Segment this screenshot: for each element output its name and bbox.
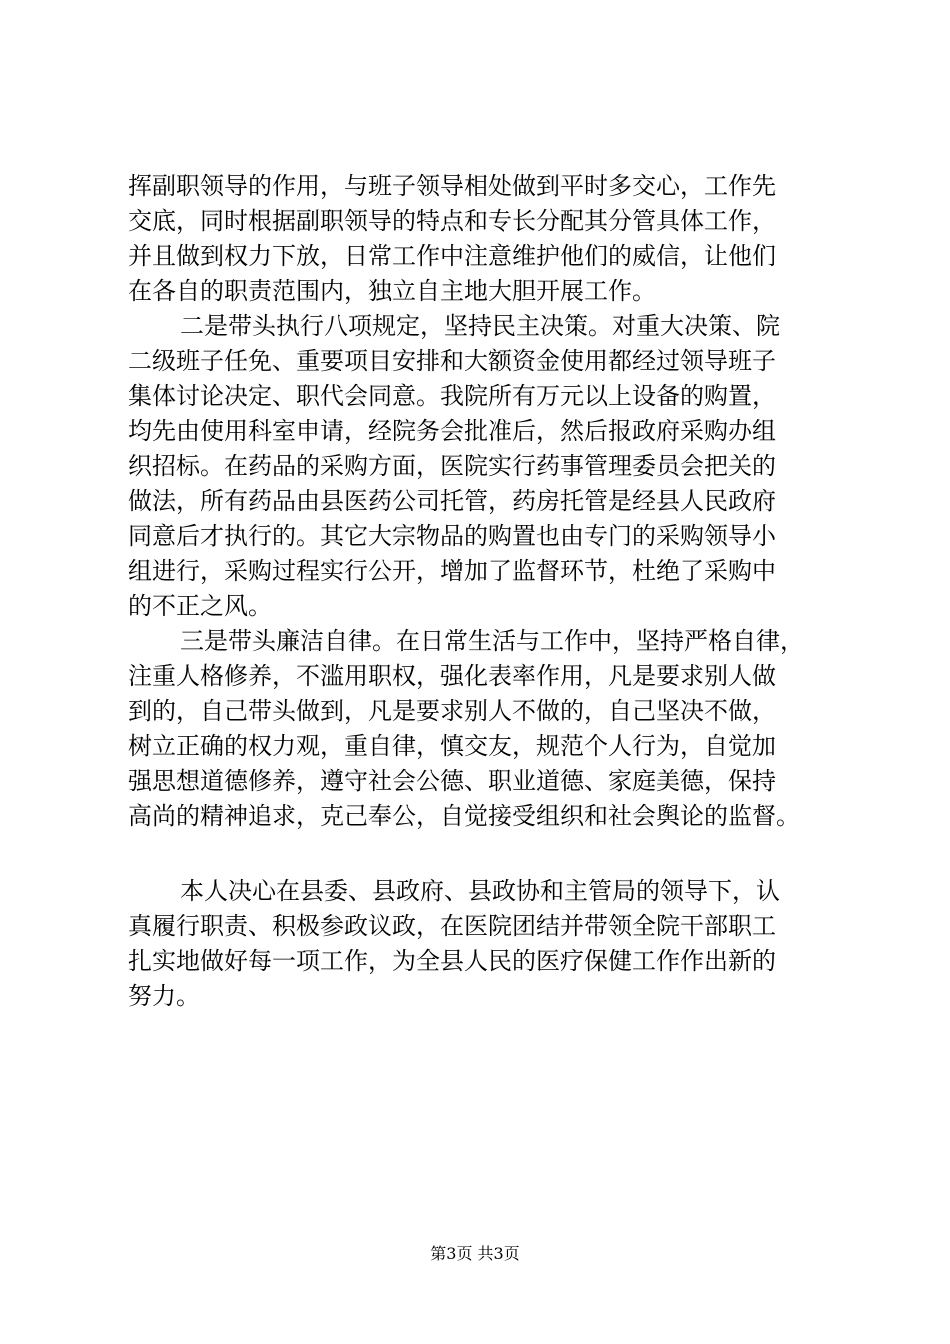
text-line: 努力。 (128, 982, 200, 1010)
paragraph-spacer (128, 834, 838, 874)
text-line: 高尚的精神追求，克己奉公，自觉接受组织和社会舆论的监督。 (128, 802, 800, 830)
paragraph-4 (128, 874, 838, 1014)
page-number-footer: 第3页 共3页 (430, 1244, 520, 1263)
text-line: 注重人格修养，不滥用职权，强化表率作用，凡是要求别人做 (128, 662, 776, 690)
text-line: 本人决心在县委、县政府、县政协和主管局的领导下，认 (180, 877, 780, 905)
text-line: 并且做到权力下放，日常工作中注意维护他们的威信，让他们 (128, 242, 776, 270)
paragraph-2 (128, 309, 838, 624)
text-line: 的不正之风。 (128, 592, 272, 620)
paragraph-3 (128, 624, 838, 834)
document-body (128, 169, 838, 1014)
text-line: 均先由使用科室申请，经院务会批准后，然后报政府采购办组 (128, 417, 776, 445)
text-line: 扎实地做好每一项工作，为全县人民的医疗保健工作作出新的 (128, 947, 776, 975)
text-line: 到的，自己带头做到，凡是要求别人不做的，自己坚决不做， (128, 697, 776, 725)
text-line: 集体讨论决定、职代会同意。我院所有万元以上设备的购置， (128, 382, 776, 410)
text-line: 三是带头廉洁自律。在日常生活与工作中，坚持严格自律， (180, 627, 804, 655)
text-line: 真履行职责、积极参政议政，在医院团结并带领全院干部职工 (128, 912, 776, 940)
text-line: 做法，所有药品由县医药公司托管，药房托管是经县人民政府 (128, 487, 776, 515)
text-line: 织招标。在药品的采购方面，医院实行药事管理委员会把关的 (128, 452, 776, 480)
paragraph-1 (128, 169, 838, 309)
text-line: 强思想道德修养，遵守社会公德、职业道德、家庭美德，保持 (128, 767, 776, 795)
text-line: 组进行，采购过程实行公开，增加了监督环节，杜绝了采购中 (128, 557, 776, 585)
text-line: 交底，同时根据副职领导的特点和专长分配其分管具体工作， (128, 207, 776, 235)
text-line: 树立正确的权力观，重自律，慎交友，规范个人行为，自觉加 (128, 732, 776, 760)
text-line: 二级班子任免、重要项目安排和大额资金使用都经过领导班子 (128, 347, 776, 375)
text-line: 同意后才执行的。其它大宗物品的购置也由专门的采购领导小 (128, 522, 776, 550)
text-line: 在各自的职责范围内，独立自主地大胆开展工作。 (128, 277, 656, 305)
text-line: 二是带头执行八项规定，坚持民主决策。对重大决策、院 (180, 312, 780, 340)
text-line: 挥副职领导的作用，与班子领导相处做到平时多交心，工作先 (128, 172, 776, 200)
